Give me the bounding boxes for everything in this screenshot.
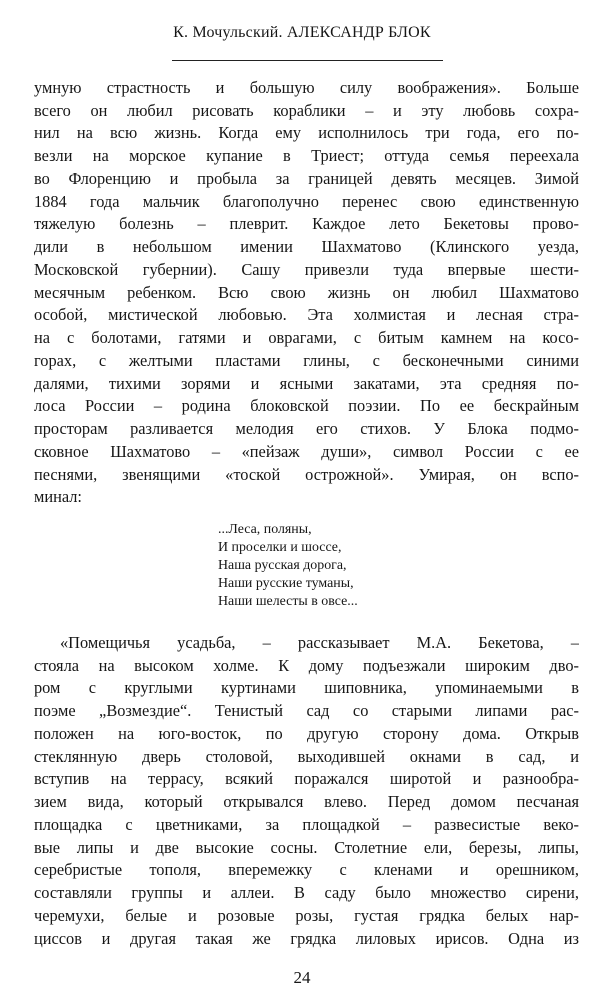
text-line: вступив на террасу, всякий поражался широтой и разнообра-: [34, 769, 579, 789]
text-line: черемухи, белые и розовые розы, густая грядка белых нар-: [34, 905, 579, 925]
text-line: стеклянную дверь столовой, выходившей окнами в сад, и: [34, 746, 579, 766]
text-line: сковное Шахматово – «пейзаж души», символ России с ее: [34, 441, 579, 461]
text-line: «Помещичья усадьба, – рассказывает М.А. Бекетова, –: [60, 633, 579, 652]
text-line: далями, тихими зорями и ясными закатами, эта средняя по-: [34, 373, 579, 393]
text-line: минал:: [34, 487, 82, 507]
text-line: умную страстность и большую силу воображения». Больше: [34, 78, 579, 97]
text-line: везли на морское купание в Триест; оттуда семья переехала: [34, 146, 579, 166]
text-line: месячным ребенком. Всю свою жизнь он любил Шахматово: [34, 282, 579, 302]
text-line: 1884 года мальчик благополучно перенес свою единственную: [34, 191, 579, 211]
text-line: поэме „Возмездие“. Тенистый сад со старыми липами рас-: [34, 701, 579, 721]
poem-line: И проселки и шоссе,: [218, 539, 342, 555]
text-line: стояла на высоком холме. К дому подъезжали широким дво-: [34, 655, 579, 675]
text-line: просторам разливается мелодия его стихов. У Блока подмо-: [34, 419, 579, 439]
text-line: вые липы и две высокие сосны. Столетние ели, березы, липы,: [34, 837, 579, 857]
text-line: на с болотами, гатями и оврагами, с битым камнем на косо-: [34, 328, 579, 348]
text-line: циссов и другая такая же грядка лиловых ирисов. Одна из: [34, 928, 579, 948]
running-head: К. Мочульский. АЛЕКСАНДР БЛОК: [173, 24, 431, 41]
text-line: тяжелую болезнь – плеврит. Каждое лето Бекетовы прово-: [34, 214, 579, 234]
text-line: ром с круглыми куртинами шиповника, упоминаемыми в: [34, 678, 579, 698]
poem-line: Наши русские туманы,: [218, 576, 354, 592]
poem-quote: [218, 521, 458, 612]
text-line: серебристые тополя, вперемежку с кленами и орешником,: [34, 860, 579, 880]
poem-line: Наши шелесты в овсе...: [218, 594, 358, 610]
page-number: 24: [293, 968, 311, 987]
text-line: дили в небольшом имении Шахматово (Клинского уезда,: [34, 237, 579, 257]
text-line: площадка с цветниками, за площадкой – развесистые веко-: [34, 814, 579, 834]
header-rule: [172, 60, 443, 61]
text-line: во Флоренцию и пробыла за границей девять месяцев. Зимой: [34, 168, 579, 188]
text-line: зием вида, который открывался влево. Перед домом песчаная: [34, 792, 579, 812]
text-line: всего он любил рисовать кораблики – и эту любовь сохра-: [34, 100, 579, 120]
poem-line: Наша русская дорога,: [218, 557, 347, 573]
poem-line: ...Леса, поляны,: [218, 521, 312, 537]
text-line: нил на всю жизнь. Когда ему исполнилось три года, его по-: [34, 123, 579, 143]
text-line: лоса России – родина блоковской поэзии. По ее бескрайным: [34, 396, 579, 416]
text-line: горах, с желтыми пластами глины, с бесконечными синими: [34, 350, 579, 370]
text-line: положен на юго-восток, по другую сторону дома. Открыв: [34, 723, 579, 743]
text-line: Московской губернии). Сашу привезли туда впервые шести-: [34, 259, 579, 279]
text-line: составляли группы и аллеи. В саду было множество сирени,: [34, 883, 579, 903]
text-line: песнями, звенящими «тоской острожной». Умирая, он вспо-: [34, 464, 579, 484]
text-line: особой, мистической любовью. Эта холмистая и лесная стра-: [34, 305, 579, 325]
